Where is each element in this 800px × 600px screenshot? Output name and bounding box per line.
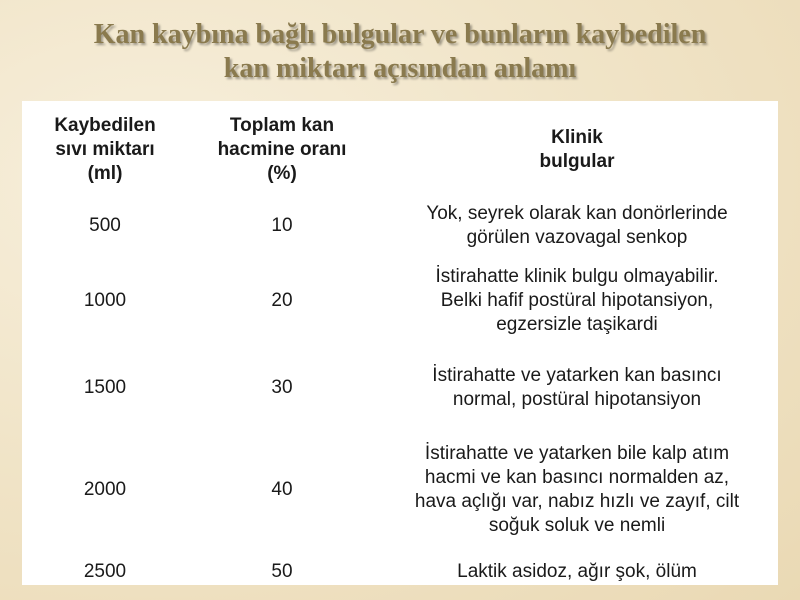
findings-line: İstirahatte ve yatarken bile kalp atım	[424, 443, 730, 464]
table-panel	[22, 101, 778, 585]
table-row	[22, 348, 778, 428]
header-text: bulgular	[539, 150, 615, 172]
cell-volume: 500	[89, 215, 121, 236]
cell-ratio: 50	[271, 561, 293, 582]
header-text: Kaybedilen	[54, 114, 156, 136]
cell-volume: 1500	[83, 377, 127, 398]
cell-findings	[376, 552, 778, 592]
cell-volume: 2500	[83, 561, 127, 582]
table-header-row	[22, 101, 778, 198]
cell-volume: 2000	[83, 479, 127, 500]
cell-findings	[376, 348, 778, 428]
cell-findings	[376, 428, 778, 552]
table-row	[22, 552, 778, 592]
findings-line: hava açlığı var, nabız hızlı ve zayıf, cilt	[414, 491, 740, 512]
cell-ratio: 30	[271, 377, 293, 398]
table-row	[22, 254, 778, 348]
table-row	[22, 428, 778, 552]
blood-loss-table	[22, 101, 778, 592]
header-text: hacmine oranı	[217, 138, 347, 160]
header-text: (%)	[267, 162, 297, 184]
findings-line: Laktik asidoz, ağır şok, ölüm	[457, 561, 697, 582]
header-text: sıvı miktarı	[55, 138, 155, 160]
findings-line: egzersizle taşikardi	[496, 314, 658, 335]
header-text: Toplam kan	[229, 114, 335, 136]
findings-line: Belki hafif postüral hipotansiyon,	[440, 290, 714, 311]
cell-ratio: 40	[271, 479, 293, 500]
cell-volume: 1000	[83, 290, 127, 311]
cell-ratio: 20	[271, 290, 293, 311]
cell-findings	[376, 254, 778, 348]
slide-title-line-1: Kan kaybına bağlı bulgular ve bunların kaybedilen	[93, 19, 707, 50]
header-text: (ml)	[87, 162, 123, 184]
header-lost-volume	[22, 101, 188, 198]
header-text: Klinik	[551, 126, 603, 148]
findings-line: İstirahatte ve yatarken kan basıncı	[432, 365, 722, 386]
findings-line: Yok, seyrek olarak kan donörlerinde	[426, 203, 728, 224]
findings-line: soğuk soluk ve nemli	[488, 515, 666, 536]
slide-title	[0, 18, 800, 86]
cell-ratio: 10	[271, 215, 293, 236]
header-volume-ratio	[188, 101, 376, 198]
findings-line: hacmi ve kan basıncı normalden az,	[424, 467, 730, 488]
cell-findings	[376, 198, 778, 254]
table-row	[22, 198, 778, 254]
findings-line: İstirahatte klinik bulgu olmayabilir.	[435, 266, 719, 287]
slide-title-line-2: kan miktarı açısından anlamı	[223, 53, 577, 84]
header-clinical-findings	[376, 101, 778, 198]
findings-line: görülen vazovagal senkop	[466, 227, 688, 248]
findings-line: normal, postüral hipotansiyon	[452, 389, 702, 410]
